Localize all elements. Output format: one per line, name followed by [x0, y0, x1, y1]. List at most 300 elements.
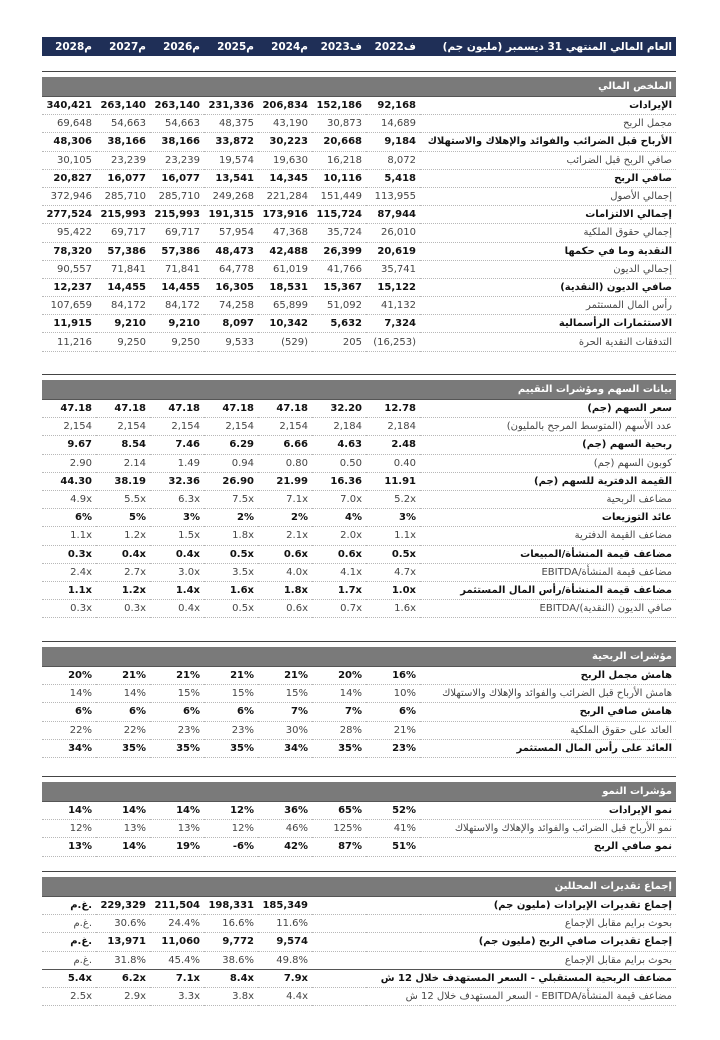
value-cell: 43,190: [258, 115, 312, 133]
value-cell: 38.19: [96, 472, 150, 490]
value-cell: 33,872: [204, 133, 258, 151]
value-cell: 5.2x: [366, 490, 420, 508]
value-cell: 4.0x: [258, 563, 312, 581]
value-cell: غ.م.: [42, 933, 96, 951]
value-cell: 2.1x: [258, 527, 312, 545]
table-row: [42, 802, 676, 820]
value-cell: 16.36: [312, 472, 366, 490]
value-cell: 1.1x: [42, 581, 96, 599]
table-row: [42, 951, 676, 969]
value-cell: 12%: [204, 820, 258, 838]
row-label: نمو الإيرادات: [420, 802, 676, 820]
value-cell: 69,648: [42, 115, 96, 133]
row-label: هامش مجمل الربح: [420, 667, 676, 685]
value-cell: 229,329: [96, 897, 150, 915]
value-cell: 14%: [96, 685, 150, 703]
row-label: نمو الأرباح قبل الضرائب والفوائد والإهلاك والاستهلاك: [420, 820, 676, 838]
value-cell: 6%: [366, 703, 420, 721]
value-cell: 2,154: [42, 418, 96, 436]
value-cell: 30,223: [258, 133, 312, 151]
value-cell: 35%: [96, 739, 150, 757]
value-cell: 215,993: [150, 206, 204, 224]
value-cell: 19%: [150, 838, 204, 856]
value-cell: 47.18: [204, 400, 258, 418]
value-cell: 3.8x: [204, 987, 258, 1005]
value-cell: 7.0x: [312, 490, 366, 508]
table-row: [42, 115, 676, 133]
value-cell: 2.5x: [42, 987, 96, 1005]
value-cell: 9,184: [366, 133, 420, 151]
table-row: [42, 509, 676, 527]
value-cell: [366, 897, 420, 915]
row-label: سعر السهم (جم): [420, 400, 676, 418]
value-cell: 0.6x: [258, 600, 312, 618]
row-label: صافي الربح قبل الضرائب: [420, 151, 676, 169]
value-cell: 19,574: [204, 151, 258, 169]
table-row: [42, 667, 676, 685]
row-label: الاستثمارات الرأسمالية: [420, 315, 676, 333]
value-cell: 13,971: [96, 933, 150, 951]
value-cell: 4.4x: [258, 987, 312, 1005]
value-cell: 221,284: [258, 187, 312, 205]
value-cell: [312, 915, 366, 933]
value-cell: 14%: [96, 802, 150, 820]
value-cell: 2.0x: [312, 527, 366, 545]
value-cell: 11,060: [150, 933, 204, 951]
value-cell: 6.3x: [150, 490, 204, 508]
value-cell: 48,375: [204, 115, 258, 133]
row-label: القيمة الدفترية للسهم (جم): [420, 472, 676, 490]
section-header-spacer: [42, 782, 96, 802]
value-cell: 5,418: [366, 169, 420, 187]
value-cell: 9,772: [204, 933, 258, 951]
section-title: مؤشرات الربحية: [420, 647, 676, 667]
table-row: [42, 685, 676, 703]
section-header-spacer: [150, 782, 204, 802]
value-cell: 35,724: [312, 224, 366, 242]
section-header-spacer: [366, 877, 420, 897]
value-cell: [312, 969, 366, 987]
section-header-spacer: [150, 380, 204, 400]
value-cell: 8.54: [96, 436, 150, 454]
value-cell: 2,154: [150, 418, 204, 436]
value-cell: 28%: [312, 721, 366, 739]
value-cell: 47.18: [42, 400, 96, 418]
value-cell: 20%: [312, 667, 366, 685]
table-row: [42, 151, 676, 169]
section-header-spacer: [366, 380, 420, 400]
year-header: 2028م: [42, 37, 96, 56]
value-cell: 12%: [42, 820, 96, 838]
value-cell: 3.5x: [204, 563, 258, 581]
value-cell: 14%: [42, 685, 96, 703]
section-header-spacer: [42, 77, 96, 97]
value-cell: [312, 933, 366, 951]
value-cell: 21%: [96, 667, 150, 685]
row-label: كوبون السهم (جم): [420, 454, 676, 472]
table-row: [42, 187, 676, 205]
value-cell: 20,827: [42, 169, 96, 187]
value-cell: 32.20: [312, 400, 366, 418]
value-cell: 21%: [204, 667, 258, 685]
value-cell: 78,320: [42, 242, 96, 260]
row-label: مضاعف قيمة المنشأة/المبيعات: [420, 545, 676, 563]
table-row: [42, 278, 676, 296]
value-cell: 2,184: [366, 418, 420, 436]
section-table: [42, 77, 676, 352]
value-cell: 2.4x: [42, 563, 96, 581]
value-cell: 7,324: [366, 315, 420, 333]
value-cell: -6%: [204, 838, 258, 856]
value-cell: 4%: [312, 509, 366, 527]
value-cell: 2.90: [42, 454, 96, 472]
table-row: [42, 545, 676, 563]
value-cell: 6.29: [204, 436, 258, 454]
value-cell: 16,077: [96, 169, 150, 187]
value-cell: 15%: [258, 685, 312, 703]
table-row: [42, 527, 676, 545]
value-cell: 1.49: [150, 454, 204, 472]
value-cell: 35%: [204, 739, 258, 757]
value-cell: 21%: [150, 667, 204, 685]
row-label: إجمالي حقوق الملكية: [420, 224, 676, 242]
value-cell: 2%: [204, 509, 258, 527]
table-row: [42, 820, 676, 838]
value-cell: 18,531: [258, 278, 312, 296]
value-cell: 46%: [258, 820, 312, 838]
value-cell: 10%: [366, 685, 420, 703]
section-header-spacer: [258, 647, 312, 667]
value-cell: 340,421: [42, 97, 96, 115]
table-row: [42, 436, 676, 454]
value-cell: 23,239: [150, 151, 204, 169]
value-cell: 173,916: [258, 206, 312, 224]
section-header-spacer: [96, 647, 150, 667]
value-cell: غ.م.: [42, 915, 96, 933]
value-cell: 2,154: [204, 418, 258, 436]
row-label: العائد على حقوق الملكية: [420, 721, 676, 739]
value-cell: 115,724: [312, 206, 366, 224]
value-cell: [312, 897, 366, 915]
table-row: [42, 400, 676, 418]
value-cell: 6.2x: [96, 969, 150, 987]
value-cell: 125%: [312, 820, 366, 838]
value-cell: 8.4x: [204, 969, 258, 987]
value-cell: [312, 951, 366, 969]
value-cell: 6%: [96, 703, 150, 721]
section-header-spacer: [258, 380, 312, 400]
table-row: [42, 600, 676, 618]
row-label: صافي الديون (النقدية): [420, 278, 676, 296]
table-row: [42, 703, 676, 721]
value-cell: 19,630: [258, 151, 312, 169]
section-header-spacer: [42, 380, 96, 400]
value-cell: 11,216: [42, 333, 96, 351]
value-cell: 7%: [312, 703, 366, 721]
row-label: إجمالي الأصول: [420, 187, 676, 205]
value-cell: غ.م.: [42, 897, 96, 915]
value-cell: 23,239: [96, 151, 150, 169]
value-cell: 0.6x: [258, 545, 312, 563]
value-cell: [366, 915, 420, 933]
value-cell: 31.8%: [96, 951, 150, 969]
value-cell: 16,305: [204, 278, 258, 296]
section-table: [42, 380, 676, 618]
row-label: مجمل الربح: [420, 115, 676, 133]
value-cell: 2.14: [96, 454, 150, 472]
value-cell: 1.7x: [312, 581, 366, 599]
table-row: [42, 933, 676, 951]
value-cell: 23%: [204, 721, 258, 739]
value-cell: 0.4x: [150, 600, 204, 618]
value-cell: 198,331: [204, 897, 258, 915]
table-row: [42, 472, 676, 490]
value-cell: 0.4x: [150, 545, 204, 563]
value-cell: 16,077: [150, 169, 204, 187]
value-cell: 1.1x: [366, 527, 420, 545]
value-cell: 14,455: [96, 278, 150, 296]
row-label: عائد التوزيعات: [420, 509, 676, 527]
value-cell: 8,072: [366, 151, 420, 169]
value-cell: 2.48: [366, 436, 420, 454]
value-cell: 47,368: [258, 224, 312, 242]
value-cell: 5.4x: [42, 969, 96, 987]
row-label: إجمالي الالتزامات: [420, 206, 676, 224]
value-cell: 285,710: [96, 187, 150, 205]
value-cell: 34%: [258, 739, 312, 757]
value-cell: 1.2x: [96, 527, 150, 545]
row-label: الأرباح قبل الضرائب والفوائد والإهلاك والاستهلاك: [420, 133, 676, 151]
value-cell: 0.50: [312, 454, 366, 472]
value-cell: 6.66: [258, 436, 312, 454]
value-cell: 0.94: [204, 454, 258, 472]
value-cell: 211,504: [150, 897, 204, 915]
value-cell: 42,488: [258, 242, 312, 260]
section-header-spacer: [258, 77, 312, 97]
value-cell: 24.4%: [150, 915, 204, 933]
row-label: رأس المال المستثمر: [420, 297, 676, 315]
value-cell: 38,166: [96, 133, 150, 151]
value-cell: 3%: [366, 509, 420, 527]
value-cell: 7%: [258, 703, 312, 721]
table-row: [42, 739, 676, 757]
section-header-spacer: [366, 647, 420, 667]
section-header: [42, 877, 676, 897]
value-cell: 14,345: [258, 169, 312, 187]
value-cell: 7.5x: [204, 490, 258, 508]
value-cell: 6%: [204, 703, 258, 721]
value-cell: (529): [258, 333, 312, 351]
value-cell: 13%: [42, 838, 96, 856]
value-cell: 16.6%: [204, 915, 258, 933]
value-cell: 14,455: [150, 278, 204, 296]
section-header-spacer: [96, 782, 150, 802]
value-cell: 20,668: [312, 133, 366, 151]
value-cell: 0.40: [366, 454, 420, 472]
value-cell: [312, 987, 366, 1005]
value-cell: 7.9x: [258, 969, 312, 987]
value-cell: 15%: [150, 685, 204, 703]
section-header-spacer: [96, 77, 150, 97]
value-cell: 0.3x: [96, 600, 150, 618]
section-header-spacer: [96, 380, 150, 400]
header-title: العام المالي المنتهي 31 ديسمبر (مليون جم): [420, 37, 676, 56]
value-cell: 30.6%: [96, 915, 150, 933]
section-header-spacer: [204, 877, 258, 897]
value-cell: 263,140: [96, 97, 150, 115]
value-cell: 9,574: [258, 933, 312, 951]
value-cell: 215,993: [96, 206, 150, 224]
value-cell: 35%: [150, 739, 204, 757]
section-title: مؤشرات النمو: [420, 782, 676, 802]
value-cell: 65,899: [258, 297, 312, 315]
value-cell: 20,619: [366, 242, 420, 260]
value-cell: 9,250: [150, 333, 204, 351]
value-cell: 12,237: [42, 278, 96, 296]
row-label: عدد الأسهم (المتوسط المرجح بالمليون): [420, 418, 676, 436]
section-header: [42, 380, 676, 400]
value-cell: 2,154: [258, 418, 312, 436]
section-table: [42, 782, 676, 857]
value-cell: 249,268: [204, 187, 258, 205]
year-header: 2026م: [150, 37, 204, 56]
table-row: [42, 242, 676, 260]
row-label: صافي الربح: [420, 169, 676, 187]
section-header-spacer: [204, 647, 258, 667]
value-cell: 14,689: [366, 115, 420, 133]
value-cell: 5%: [96, 509, 150, 527]
section-header-spacer: [204, 380, 258, 400]
section-header-spacer: [42, 877, 96, 897]
value-cell: 372,946: [42, 187, 96, 205]
value-cell: 47.18: [96, 400, 150, 418]
value-cell: 16%: [366, 667, 420, 685]
value-cell: 12%: [204, 802, 258, 820]
table-row: [42, 206, 676, 224]
value-cell: 1.8x: [258, 581, 312, 599]
value-cell: 6%: [150, 703, 204, 721]
value-cell: 2%: [258, 509, 312, 527]
value-cell: 285,710: [150, 187, 204, 205]
value-cell: 2.7x: [96, 563, 150, 581]
table-row: [42, 169, 676, 187]
year-header: 2027م: [96, 37, 150, 56]
section-title: بيانات السهم ومؤشرات التقييم: [420, 380, 676, 400]
value-cell: 10,342: [258, 315, 312, 333]
value-cell: 87,944: [366, 206, 420, 224]
section-header-spacer: [312, 77, 366, 97]
section-header-spacer: [312, 782, 366, 802]
value-cell: 71,841: [96, 260, 150, 278]
value-cell: 30,105: [42, 151, 96, 169]
value-cell: 15%: [204, 685, 258, 703]
value-cell: 1.5x: [150, 527, 204, 545]
section-table: [42, 877, 676, 1006]
value-cell: 42%: [258, 838, 312, 856]
value-cell: 7.1x: [258, 490, 312, 508]
value-cell: 0.4x: [96, 545, 150, 563]
value-cell: 185,349: [258, 897, 312, 915]
table-row: [42, 315, 676, 333]
value-cell: 1.8x: [204, 527, 258, 545]
value-cell: غ.م.: [42, 951, 96, 969]
value-cell: 0.3x: [42, 600, 96, 618]
value-cell: 263,140: [150, 97, 204, 115]
row-label: هامش صافي الربح: [420, 703, 676, 721]
value-cell: 15,367: [312, 278, 366, 296]
section-header-spacer: [42, 647, 96, 667]
value-cell: 22%: [42, 721, 96, 739]
row-label: النقدية وما في حكمها: [420, 242, 676, 260]
section-title: الملخص المالي: [420, 77, 676, 97]
value-cell: 0.5x: [366, 545, 420, 563]
value-cell: 9,210: [96, 315, 150, 333]
value-cell: 9,250: [96, 333, 150, 351]
value-cell: 74,258: [204, 297, 258, 315]
value-cell: 47.18: [258, 400, 312, 418]
row-label: إجماع تقديرات الإيرادات (مليون جم): [420, 897, 676, 915]
value-cell: 6%: [42, 509, 96, 527]
row-label: مضاعف القيمة الدفترية: [420, 527, 676, 545]
value-cell: 113,955: [366, 187, 420, 205]
section-table: [42, 647, 676, 758]
value-cell: 2.9x: [96, 987, 150, 1005]
value-cell: 41,132: [366, 297, 420, 315]
row-label: مضاعف قيمة المنشأة/EBITDA: [420, 563, 676, 581]
value-cell: 9,533: [204, 333, 258, 351]
section-title: إجماع تقديرات المحللين: [420, 877, 676, 897]
table-row: [42, 838, 676, 856]
value-cell: 1.0x: [366, 581, 420, 599]
value-cell: 9.67: [42, 436, 96, 454]
value-cell: 13,541: [204, 169, 258, 187]
row-label: العائد على رأس المال المستثمر: [420, 739, 676, 757]
value-cell: 48,306: [42, 133, 96, 151]
value-cell: 22%: [96, 721, 150, 739]
value-cell: 57,386: [96, 242, 150, 260]
value-cell: [366, 951, 420, 969]
value-cell: 13%: [150, 820, 204, 838]
value-cell: 5.5x: [96, 490, 150, 508]
value-cell: 231,336: [204, 97, 258, 115]
value-cell: 65%: [312, 802, 366, 820]
row-label: إجمالي الديون: [420, 260, 676, 278]
value-cell: 14%: [150, 802, 204, 820]
value-cell: 1.4x: [150, 581, 204, 599]
value-cell: 23%: [150, 721, 204, 739]
value-cell: 41,766: [312, 260, 366, 278]
value-cell: 151,449: [312, 187, 366, 205]
value-cell: 20%: [42, 667, 96, 685]
value-cell: 21%: [366, 721, 420, 739]
value-cell: 57,954: [204, 224, 258, 242]
section-header: [42, 782, 676, 802]
section-header-spacer: [366, 782, 420, 802]
value-cell: 38.6%: [204, 951, 258, 969]
value-cell: 3.3x: [150, 987, 204, 1005]
table-row: [42, 418, 676, 436]
value-cell: 2,184: [312, 418, 366, 436]
value-cell: [366, 933, 420, 951]
section-divider: [42, 641, 676, 642]
row-label: مضاعف الربحية: [420, 490, 676, 508]
value-cell: 6%: [42, 703, 96, 721]
table-row: [42, 97, 676, 115]
value-cell: 0.5x: [204, 545, 258, 563]
table-row: [42, 969, 676, 987]
value-cell: 4.63: [312, 436, 366, 454]
year-header: 2022ف: [366, 37, 420, 56]
